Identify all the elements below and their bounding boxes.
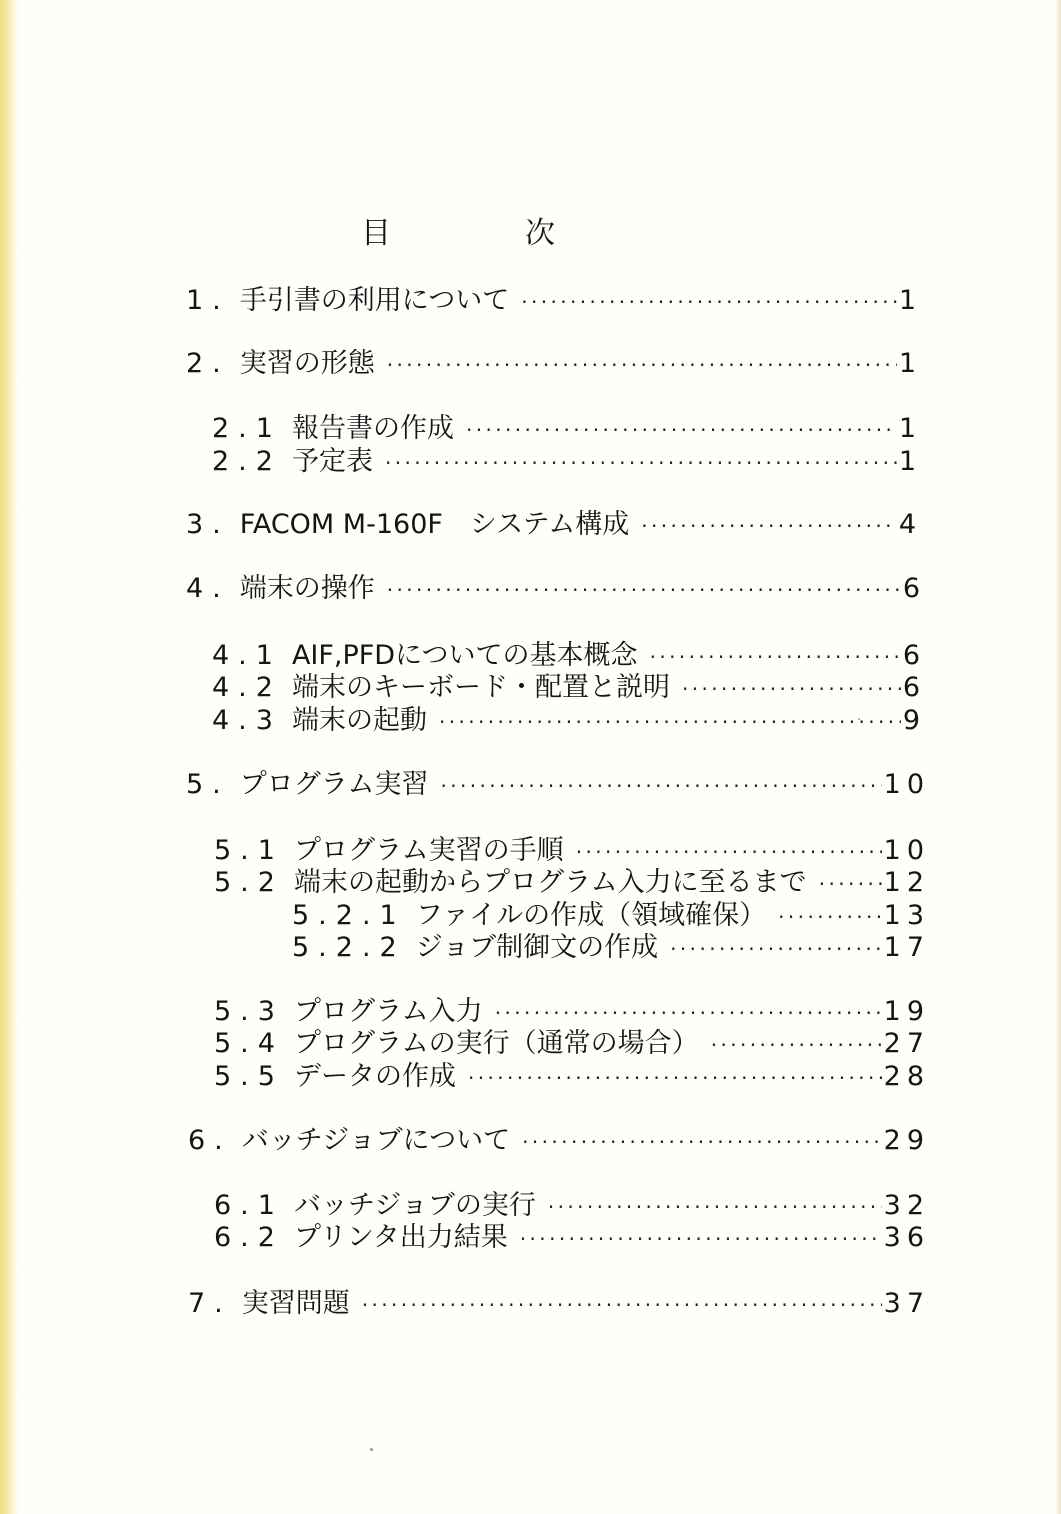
toc-entry-number: 4.: [186, 573, 230, 604]
toc-entry: [212, 698, 926, 736]
toc-entry-page-number: 6: [902, 640, 926, 671]
page-right-edge: [1055, 0, 1061, 1514]
toc-entry: [186, 278, 922, 316]
toc-entry-number: 5.4: [214, 1028, 284, 1059]
toc-entry-page-number: 9: [902, 705, 926, 736]
toc-entry-number: 1.: [186, 285, 230, 316]
toc-entry: [214, 828, 930, 866]
toc-entry: [186, 762, 930, 800]
toc-entry-title: バッチジョブの実行: [293, 1190, 536, 1221]
toc-entry: [188, 1281, 930, 1319]
toc-entry-number: 5.5: [214, 1061, 284, 1092]
toc-entry-page-number: 17: [883, 932, 930, 963]
toc-entry-page-number: 37: [883, 1288, 930, 1319]
toc-entry-page-number: 19: [883, 996, 930, 1027]
toc-entry: [212, 439, 922, 477]
toc-entry-title: 報告書の作成: [291, 413, 454, 444]
toc-entry-title: 実習問題: [241, 1288, 350, 1319]
toc-entry-title: プログラム実習の手順: [293, 835, 564, 866]
toc-entry-page-number: 1: [898, 285, 922, 316]
toc-entry: [214, 1215, 930, 1253]
dot-leader: [466, 420, 897, 440]
toc-entry-number: 2.: [186, 348, 230, 379]
paper-speck: [858, 718, 860, 720]
dot-leader: [468, 1068, 882, 1088]
toc-entry-number: 5.1: [214, 835, 284, 866]
toc-entry-page-number: 10: [883, 769, 930, 800]
toc-entry-title: プログラム実習: [239, 769, 429, 800]
toc-entry: [186, 341, 922, 379]
toc-entry: [214, 1183, 930, 1221]
toc-entry-number: 7.: [188, 1288, 232, 1319]
toc-entry-number: 2.2: [212, 446, 282, 477]
dot-leader: [682, 679, 901, 699]
toc-entry-page-number: 13: [883, 900, 930, 931]
toc-entry-number: 3.: [186, 509, 230, 540]
toc-entry: [214, 1021, 930, 1059]
toc-entry-title: ジョブ制御文の作成: [415, 932, 659, 963]
toc-entry-title: 端末のキーボード・配置と説明: [291, 672, 670, 703]
toc-entry-page-number: 36: [883, 1222, 930, 1253]
toc-entry-number: 4.1: [212, 640, 282, 671]
toc-entry-page-number: 10: [883, 835, 930, 866]
dot-leader: [520, 1229, 882, 1249]
toc-entry-title: AIF,PFDについての基本概念: [291, 640, 638, 671]
toc-entry-page-number: 1: [898, 413, 922, 444]
dot-leader: [387, 355, 897, 375]
toc-entry: [292, 925, 930, 963]
dot-leader: [362, 1295, 882, 1315]
dot-leader: [495, 1003, 882, 1023]
toc-entry-page-number: 1: [898, 446, 922, 477]
toc-entry-number: 5.3: [214, 996, 284, 1027]
toc-entry-title: ファイルの作成（領域確保）: [415, 900, 767, 931]
dot-leader: [819, 874, 882, 894]
toc-entry-number: 6.: [188, 1125, 232, 1156]
toc-heading: 目 次: [361, 216, 607, 251]
toc-entry: [186, 566, 926, 604]
toc-entry-title: 予定表: [291, 446, 373, 477]
toc-entry-title: バッチジョブについて: [241, 1125, 511, 1156]
toc-entry-title: データの作成: [293, 1061, 456, 1092]
toc-entry: [214, 1054, 930, 1092]
dot-leader: [387, 580, 901, 600]
toc-entry: [212, 665, 926, 703]
toc-entry-number: 5.2.2: [292, 932, 406, 963]
paper-speck: [370, 1448, 373, 1451]
toc-entry-number: 2.1: [212, 413, 282, 444]
toc-entry-title: FACOM M-160F システム構成: [239, 509, 630, 540]
toc-entry-title: プログラムの実行（通常の場合）: [293, 1028, 699, 1059]
dot-leader: [441, 776, 882, 796]
dot-leader: [641, 516, 897, 536]
dot-leader: [650, 647, 901, 667]
toc-entry-page-number: 29: [883, 1125, 930, 1156]
toc-entry: [214, 860, 930, 898]
toc-entry-number: 5.: [186, 769, 230, 800]
toc-entry-page-number: 4: [898, 509, 922, 540]
toc-entry-page-number: 28: [883, 1061, 930, 1092]
dot-leader: [522, 1132, 881, 1152]
dot-leader: [670, 939, 881, 959]
toc-entry-page-number: 12: [883, 867, 930, 898]
toc-entry-page-number: 32: [883, 1190, 930, 1221]
toc-entry-number: 5.2: [214, 867, 284, 898]
dot-leader: [711, 1035, 882, 1055]
toc-entry: [292, 893, 930, 931]
toc-entry-page-number: 27: [883, 1028, 930, 1059]
toc-entry-page-number: 6: [902, 573, 926, 604]
toc-entry-title: 端末の起動: [291, 705, 427, 736]
dot-leader: [778, 907, 881, 927]
toc-entry-title: 端末の起動からプログラム入力に至るまで: [293, 867, 807, 898]
dot-leader: [385, 453, 897, 473]
toc-entry-number: 6.1: [214, 1190, 284, 1221]
dot-leader: [548, 1197, 882, 1217]
toc-entry: [214, 989, 930, 1027]
dot-leader: [439, 712, 901, 732]
toc-entry-title: 実習の形態: [239, 348, 375, 379]
dot-leader: [521, 292, 897, 312]
toc-entry: [188, 1118, 930, 1156]
toc-entry-page-number: 6: [902, 672, 926, 703]
toc-entry-page-number: 1: [898, 348, 922, 379]
toc-entry: [212, 406, 922, 444]
toc-entry-number: 4.2: [212, 672, 282, 703]
toc-entry-title: プリンタ出力結果: [293, 1222, 508, 1253]
toc-entry-number: 4.3: [212, 705, 282, 736]
toc-entry: [186, 502, 922, 540]
toc-entry-title: プログラム入力: [293, 996, 483, 1027]
toc-entry-title: 端末の操作: [239, 573, 375, 604]
dot-leader: [576, 842, 882, 862]
toc-entry-title: 手引書の利用について: [239, 285, 510, 316]
toc-entry: [212, 633, 926, 671]
toc-entry-number: 5.2.1: [292, 900, 406, 931]
toc-entry-number: 6.2: [214, 1222, 284, 1253]
